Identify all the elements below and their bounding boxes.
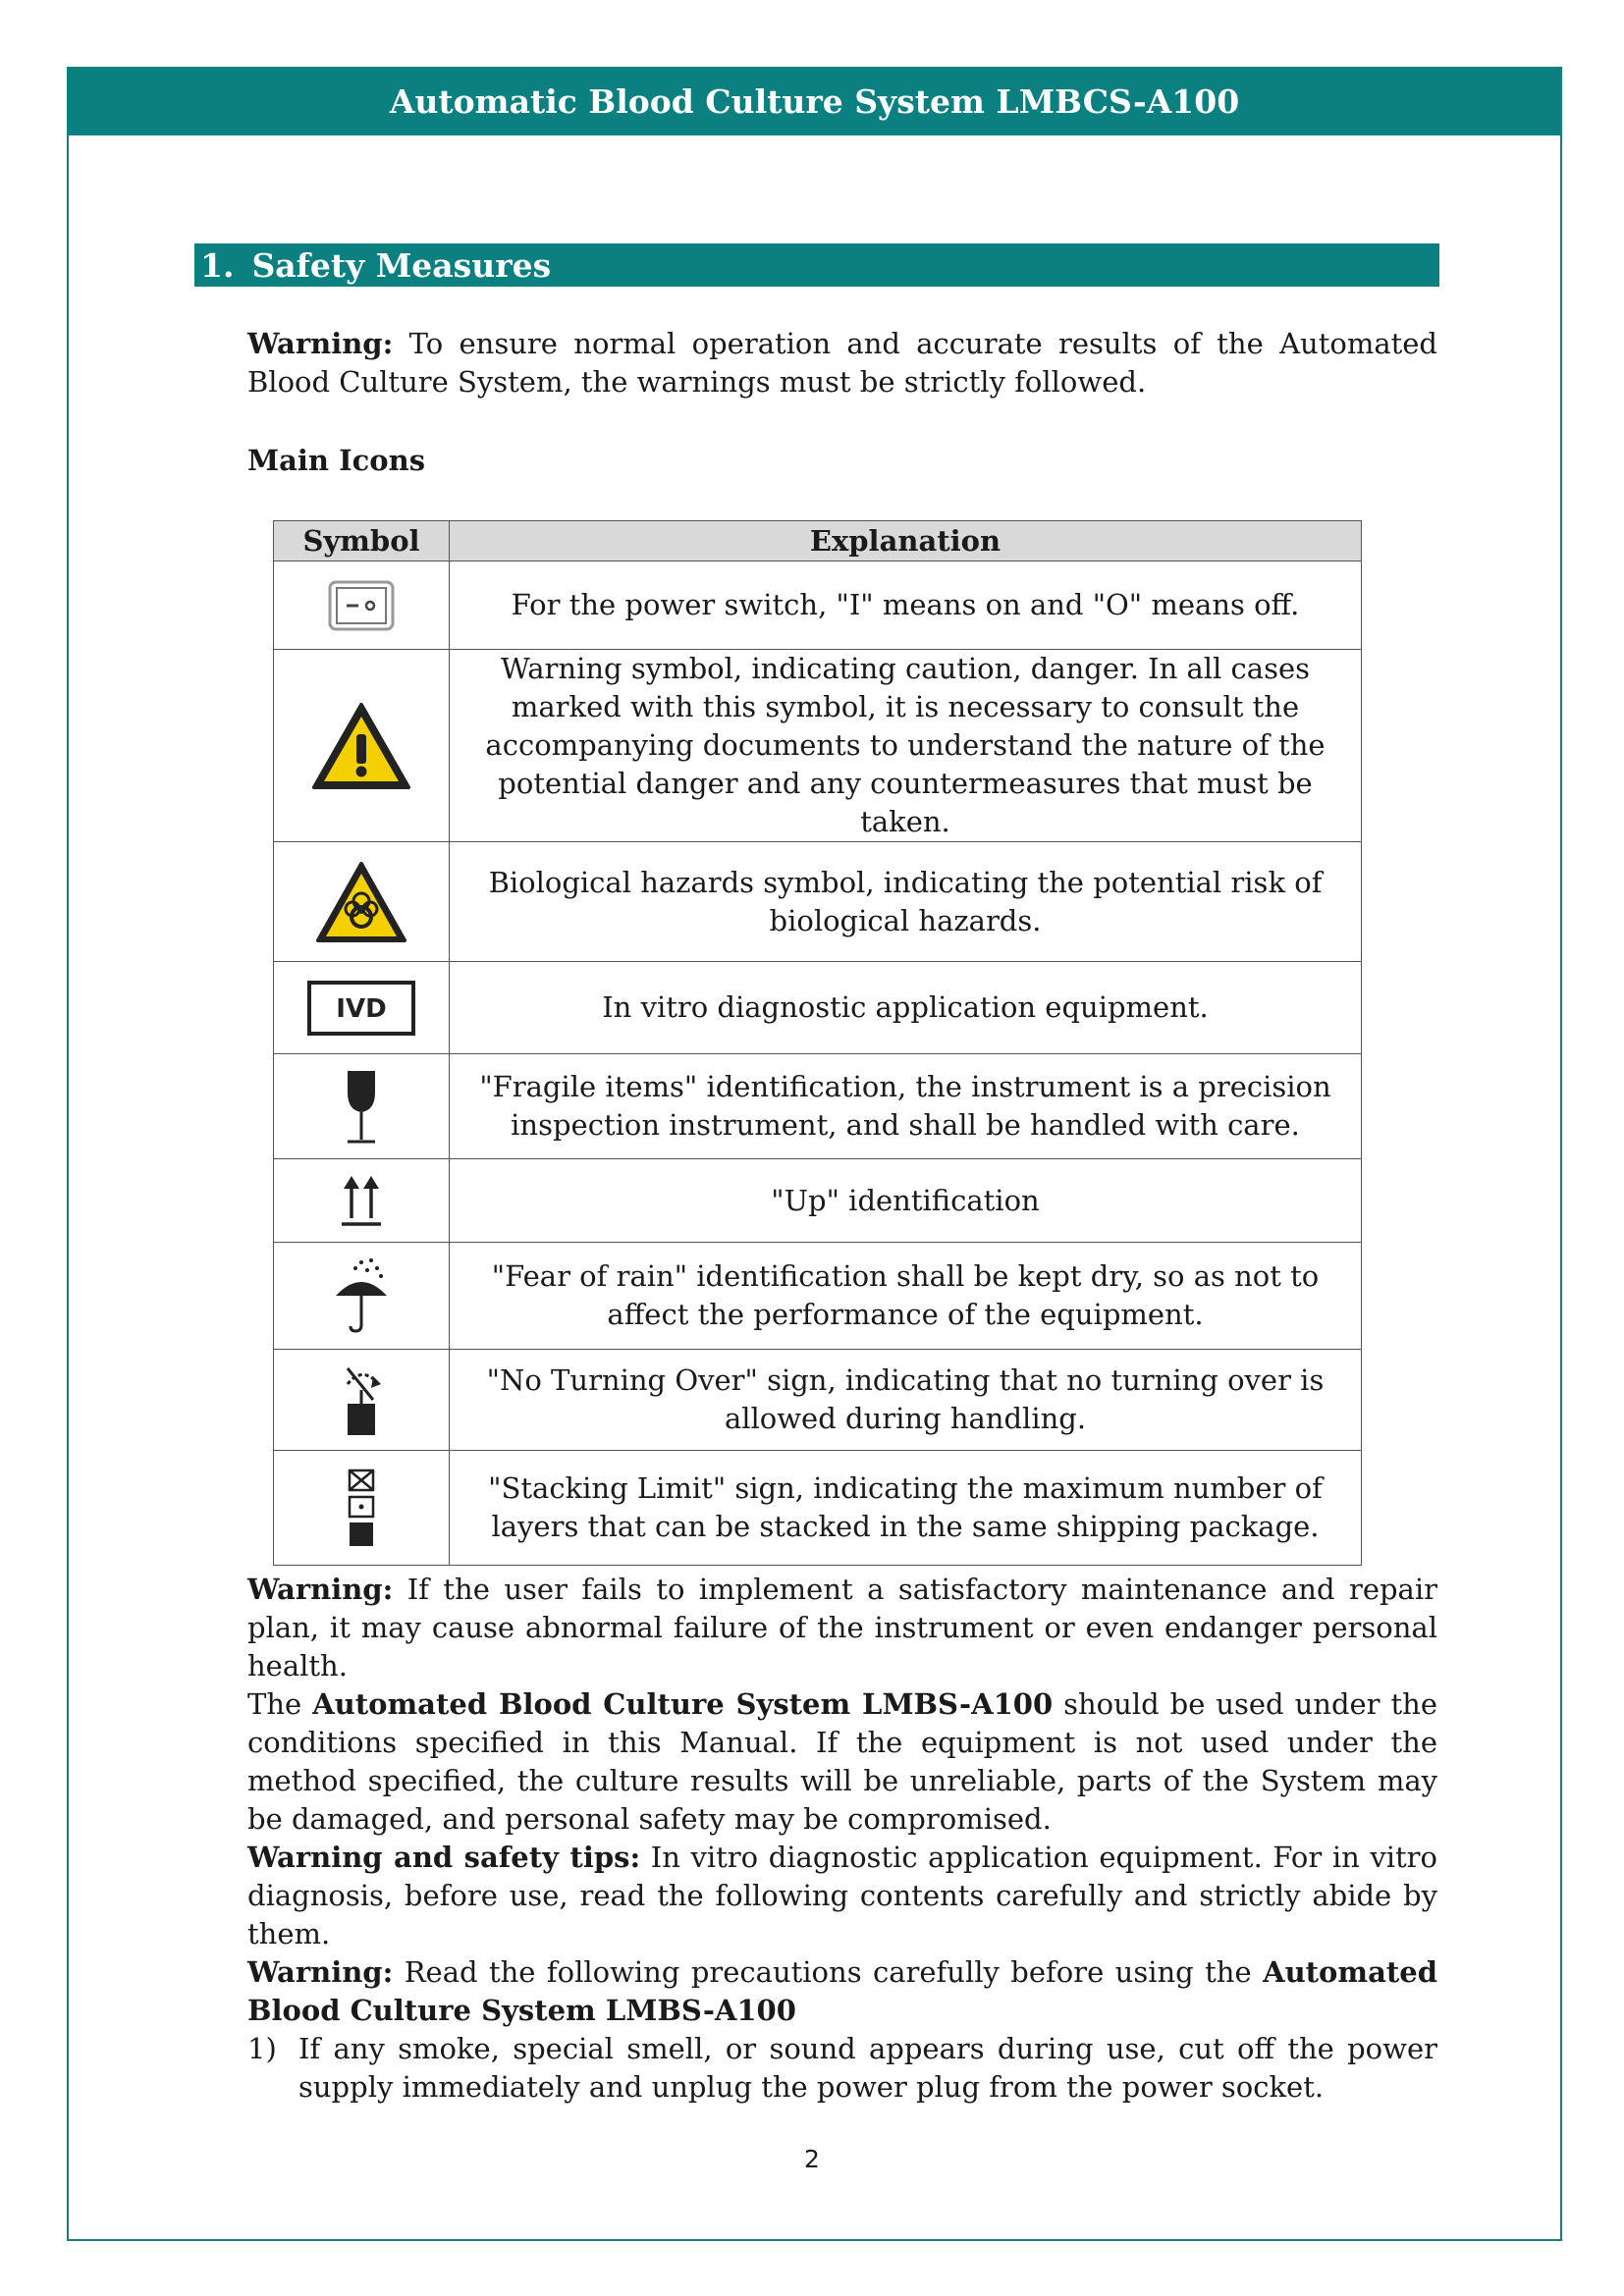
paragraph-text: should be used under the conditions specified in this Manual. If the equipment is not used under the method specified, the culture results will be unreliable, parts of the System may be damaged, and personal safety may be compromised. — [247, 1687, 1438, 1836]
table-row — [274, 1243, 1362, 1350]
umbrella-rain-icon — [332, 1256, 391, 1335]
symbol-cell — [274, 1350, 450, 1451]
symbol-cell — [274, 842, 450, 962]
header-symbol: Symbol — [274, 521, 450, 561]
section-number: 1. — [200, 245, 235, 285]
warning-label: Warning and safety tips: — [247, 1841, 641, 1874]
list-text: If any smoke, special smell, or sound appears during use, cut off the power supply immediately and unplug the power plug from the power socket. — [298, 2032, 1437, 2104]
symbol-cell — [274, 1159, 450, 1243]
document-header — [67, 67, 1562, 135]
ivd-icon — [306, 980, 416, 1037]
table-row — [274, 962, 1362, 1054]
explanation-cell: Warning symbol, indicating caution, danger. In all cases marked with this symbol, it is necessary to consult the accompanying documents to understand the nature of the potential danger and any countermeasures that must be taken. — [450, 650, 1362, 842]
power-switch-icon — [327, 579, 396, 632]
warning-text: To ensure normal operation and accurate results of the Automated Blood Culture System, the warnings must be strictly followed. — [247, 327, 1437, 399]
symbol-cell — [274, 962, 450, 1054]
explanation-cell: "Stacking Limit" sign, indicating the maximum number of layers that can be stacked in the same shipping package. — [450, 1451, 1362, 1566]
fragile-glass-icon — [342, 1067, 381, 1146]
symbol-cell — [274, 1054, 450, 1159]
section-title: Safety Measures — [251, 245, 552, 285]
warning-label: Warning: — [247, 1955, 394, 1989]
table-row — [274, 1350, 1362, 1451]
table-row — [274, 561, 1362, 650]
explanation-cell: "Fear of rain" identification shall be kept dry, so as not to affect the performance of the equipment. — [450, 1243, 1362, 1350]
product-name: Automated Blood Culture System LMBS-A100 — [312, 1687, 1054, 1721]
list-number: 1) — [247, 2032, 277, 2065]
body-text — [247, 1571, 1437, 2107]
symbol-cell — [274, 1451, 450, 1566]
explanation-cell: For the power switch, "I" means on and "O" means off. — [450, 561, 1362, 650]
paragraph-text: The — [247, 1687, 313, 1721]
explanation-cell: "No Turning Over" sign, indicating that no turning over is allowed during handling. — [450, 1350, 1362, 1451]
explanation-cell: "Fragile items" identification, the instrument is a precision inspection instrument, and shall be handled with care. — [450, 1054, 1362, 1159]
icons-table — [273, 520, 1362, 1566]
paragraph-text: If the user fails to implement a satisfactory maintenance and repair plan, it may cause abnormal failure of the instrument or even endanger personal health. — [247, 1573, 1437, 1682]
table-row — [274, 1451, 1362, 1566]
table-header-row — [274, 521, 1362, 561]
symbol-cell — [274, 1243, 450, 1350]
biohazard-icon — [314, 860, 408, 944]
list-item — [247, 2030, 1437, 2107]
table-row — [274, 842, 1362, 962]
no-turning-icon — [334, 1361, 389, 1439]
svg-text:IVD: IVD — [336, 993, 387, 1024]
table-row — [274, 1159, 1362, 1243]
warning-label: Warning: — [247, 1573, 394, 1606]
symbol-cell — [274, 650, 450, 842]
main-icons-heading: Main Icons — [247, 444, 426, 477]
table-row — [274, 1054, 1362, 1159]
page-number: 2 — [804, 2145, 820, 2173]
section-heading — [194, 243, 1439, 287]
paragraph — [247, 1571, 1437, 1685]
document-title: Automatic Blood Culture System LMBCS-A100 — [389, 81, 1240, 121]
paragraph — [247, 1685, 1437, 1839]
explanation-cell: In vitro diagnostic application equipment. — [450, 962, 1362, 1054]
intro-warning — [247, 325, 1437, 401]
table-row — [274, 650, 1362, 842]
warning-triangle-icon — [310, 701, 412, 791]
stacking-limit-icon — [344, 1468, 379, 1548]
paragraph-text: Read the following precautions carefully before using the — [393, 1955, 1264, 1989]
symbol-cell — [274, 561, 450, 650]
paragraph — [247, 1839, 1437, 1953]
paragraph — [247, 1953, 1437, 2030]
explanation-cell: Biological hazards symbol, indicating the potential risk of biological hazards. — [450, 842, 1362, 962]
up-arrows-icon — [339, 1173, 384, 1228]
product-name: Automated Blood Culture System LMBS-A100 — [247, 1955, 1437, 2027]
warning-label: Warning: — [247, 327, 394, 360]
paragraph-text: In vitro diagnostic application equipment. For in vitro diagnosis, before use, read the following contents carefully and strictly abide by them. — [247, 1841, 1438, 1950]
header-explanation: Explanation — [450, 521, 1362, 561]
explanation-cell: "Up" identification — [450, 1159, 1362, 1243]
